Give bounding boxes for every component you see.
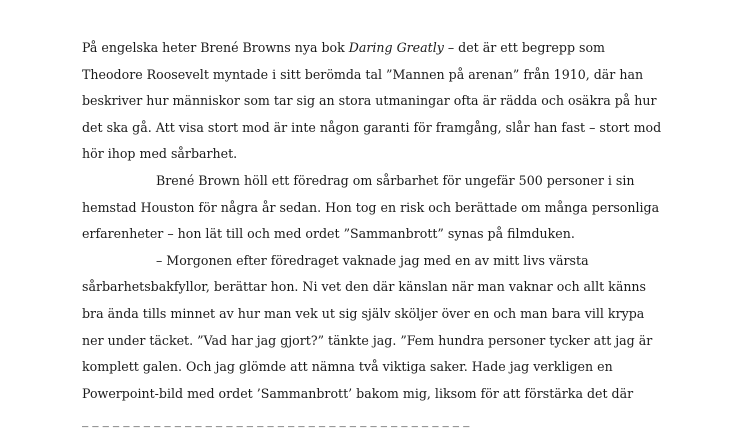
text-run: – det är ett begrepp som bbox=[443, 40, 605, 55]
paragraph-2-line-3: erfarenheter – hon lät till och med ordet ”Sammanbrott” synas på filmduken. bbox=[82, 226, 575, 242]
paragraph-3-line-5: komplett galen. Och jag glömde att nämna två viktiga saker. Hade jag verkligen en bbox=[82, 359, 613, 375]
paragraph-3-line-4: ner under täcket. ”Vad har jag gjort?” tänkte jag. ”Fem hundra personer tycker att jag är bbox=[82, 332, 653, 348]
paragraph-1-line-3: beskriver hur människor som tar sig an stora utmaningar ofta är rädda och osäkra på hur bbox=[82, 93, 657, 109]
paragraph-3-line-6: Powerpoint-bild med ordet ’Sammanbrott’ bakom mig, liksom för att förstärka det där bbox=[82, 385, 634, 401]
paragraph-1-line-2: Theodore Roosevelt myntade i sitt berömda tal ”Mannen på arenan” från 1910, där han bbox=[82, 66, 644, 82]
text-run: På engelska heter Brené Browns nya bok bbox=[82, 40, 349, 55]
paragraph-3-line-3: bra ända tills minnet av hur man vek ut sig själv sköljer över en och man bara vill krypa bbox=[82, 305, 645, 321]
paragraph-2-line-1: Brené Brown höll ett föredrag om sårbarhet för ungefär 500 personer i sin bbox=[156, 172, 635, 188]
book-title: Daring Greatly bbox=[348, 40, 444, 55]
paragraph-1-line-4: det ska gå. Att visa stort mod är inte någon garanti för framgång, slår han fast – stort mod bbox=[82, 119, 662, 135]
paragraph-1-line-1 bbox=[82, 35, 682, 62]
body-text bbox=[82, 35, 682, 434]
paragraph-3-line-2: sårbarhetsbakfyllor, berättar hon. Ni vet den där känslan när man vaknar och allt känns bbox=[82, 279, 647, 295]
paragraph-2-line-2: hemstad Houston för några år sedan. Hon tog en risk och berättade om många personliga bbox=[82, 199, 660, 215]
paragraph-3-line-1: – Morgonen efter föredraget vaknade jag med en av mitt livs värsta bbox=[156, 252, 589, 268]
paragraph-1-line-5: hör ihop med sårbarhet. bbox=[82, 146, 238, 162]
paragraph-3-line-7-cut-off: _ _ _ _ _ _ _ _ _ _ _ _ _ _ _ _ _ _ _ _ _ _ _ _ _ _ _ _ _ _ _ _ _ _ _ _ _ _ bbox=[82, 412, 470, 428]
